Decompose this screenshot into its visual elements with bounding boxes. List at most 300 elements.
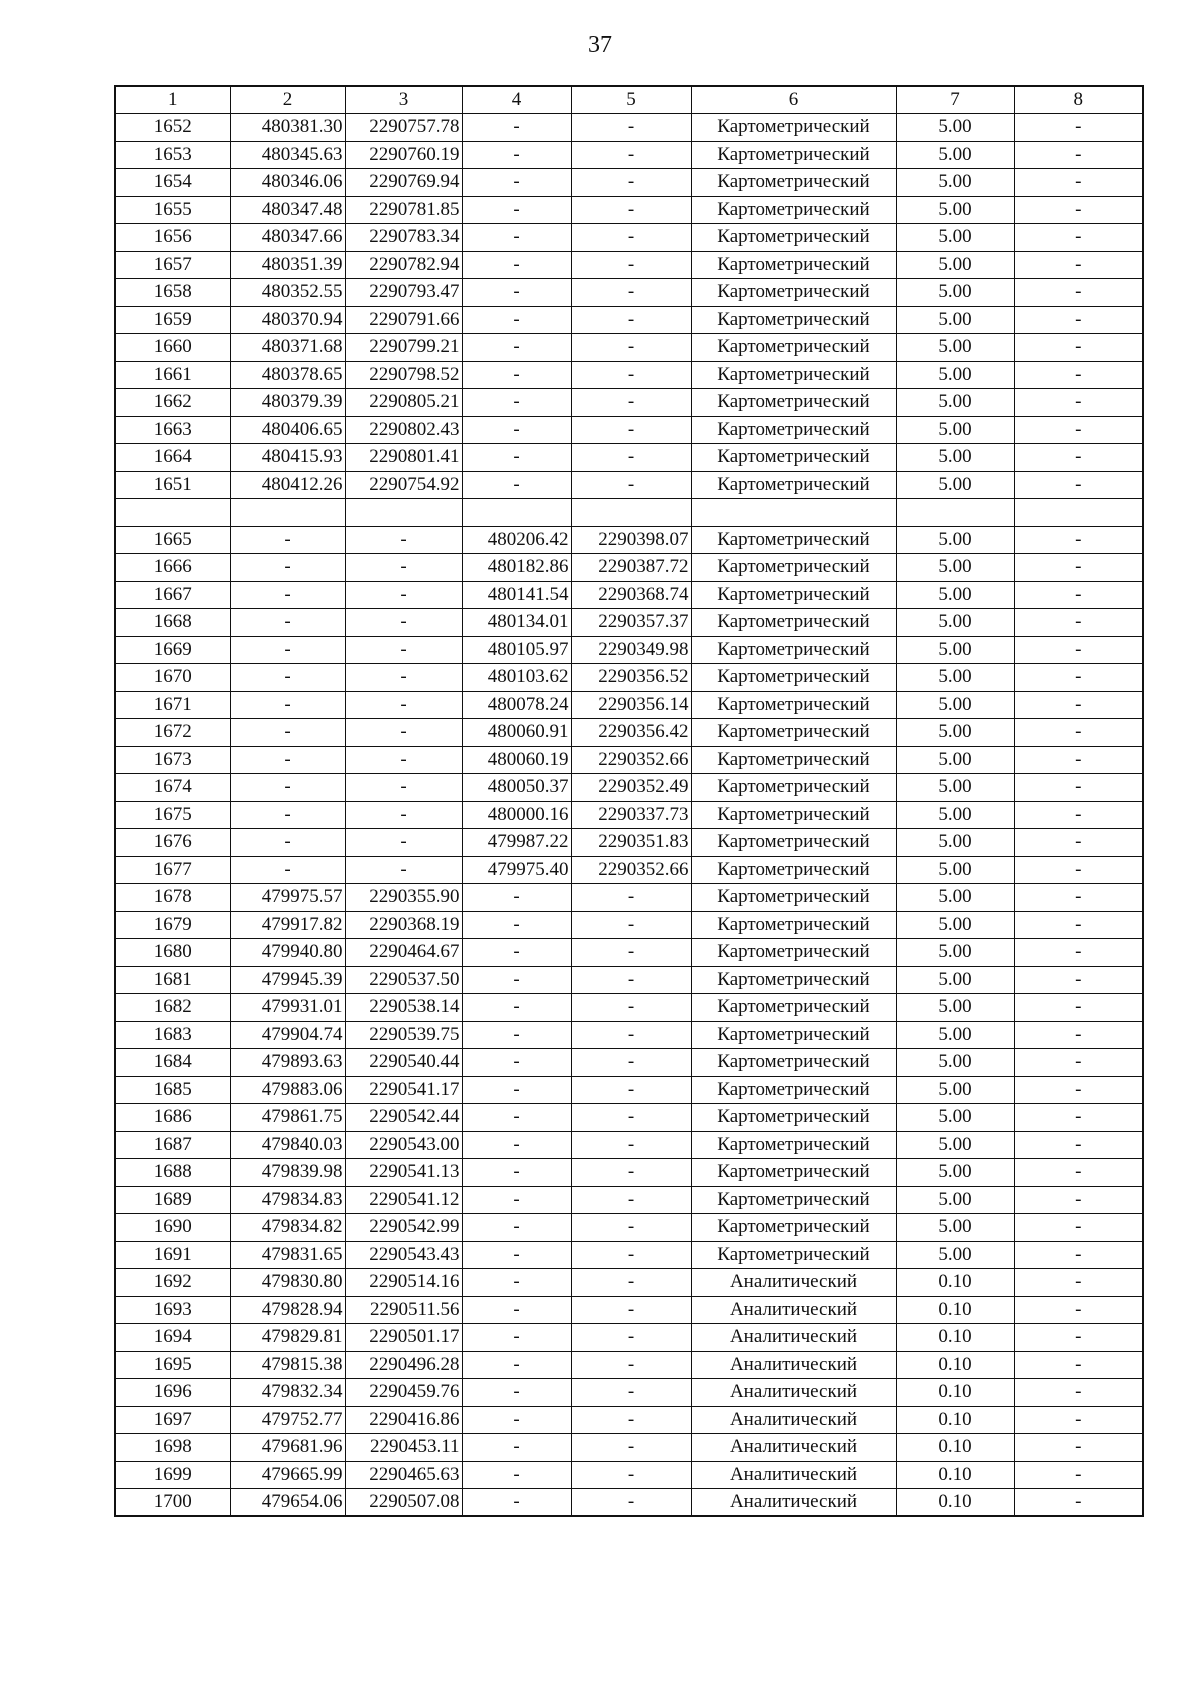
table-row: [115, 224, 1143, 252]
table-cell-col-8: -: [1014, 691, 1143, 719]
table-cell-col-6: Картометрический: [691, 966, 896, 994]
table-cell-col-3: 2290464.67: [345, 939, 462, 967]
table-cell-col-8: -: [1014, 856, 1143, 884]
table-cell-col-3: 2290416.86: [345, 1406, 462, 1434]
table-cell-col-2: -: [230, 664, 345, 692]
table-row: [115, 1241, 1143, 1269]
table-cell-col-6: Картометрический: [691, 196, 896, 224]
table-cell-col-5: -: [571, 279, 691, 307]
table-cell-col-8: -: [1014, 1186, 1143, 1214]
table-cell-col-5: -: [571, 416, 691, 444]
table-cell-col-8: -: [1014, 141, 1143, 169]
table-cell-col-6: Картометрический: [691, 1214, 896, 1242]
table-cell-col-6: Картометрический: [691, 334, 896, 362]
table-cell-col-1: 1676: [115, 829, 230, 857]
table-cell-col-5: -: [571, 1351, 691, 1379]
table-row: [115, 746, 1143, 774]
table-cell-col-3: 2290538.14: [345, 994, 462, 1022]
table-cell-col-2: 480406.65: [230, 416, 345, 444]
table-cell-col-7: 0.10: [896, 1324, 1014, 1352]
table-cell-col-5: -: [571, 114, 691, 142]
table-cell-col-7: 5.00: [896, 664, 1014, 692]
table-cell-col-5: -: [571, 1324, 691, 1352]
table-cell-col-6: Картометрический: [691, 1241, 896, 1269]
table-cell-col-5: -: [571, 939, 691, 967]
table-cell-col-2: 479665.99: [230, 1461, 345, 1489]
table-cell-col-4: -: [462, 1324, 571, 1352]
table-cell-col-7: 5.00: [896, 884, 1014, 912]
table-cell-col-1: 1661: [115, 361, 230, 389]
table-row: [115, 279, 1143, 307]
table-cell-col-5: -: [571, 306, 691, 334]
table-cell-col-4: [462, 499, 571, 527]
table-cell-col-8: -: [1014, 911, 1143, 939]
table-cell-col-7: 5.00: [896, 279, 1014, 307]
table-cell-col-6: Аналитический: [691, 1269, 896, 1297]
table-cell-col-6: Картометрический: [691, 416, 896, 444]
table-cell-col-1: 1684: [115, 1049, 230, 1077]
table-cell-col-6: Картометрический: [691, 389, 896, 417]
table-cell-col-5: -: [571, 1406, 691, 1434]
table-cell-col-2: 480378.65: [230, 361, 345, 389]
table-row: [115, 251, 1143, 279]
coordinates-table: [114, 85, 1144, 1517]
table-cell-col-5: 2290357.37: [571, 609, 691, 637]
table-cell-col-6: Аналитический: [691, 1489, 896, 1517]
table-cell-col-3: 2290541.12: [345, 1186, 462, 1214]
table-row: [115, 1104, 1143, 1132]
table-cell-col-8: -: [1014, 251, 1143, 279]
table-cell-col-3: 2290791.66: [345, 306, 462, 334]
table-cell-col-7: 5.00: [896, 939, 1014, 967]
table-cell-col-2: 480351.39: [230, 251, 345, 279]
column-header-4: 4: [462, 86, 571, 114]
table-cell-col-7: 5.00: [896, 169, 1014, 197]
table-cell-col-7: 5.00: [896, 1131, 1014, 1159]
table-cell-col-2: 479839.98: [230, 1159, 345, 1187]
table-cell-col-5: -: [571, 1049, 691, 1077]
table-cell-col-1: 1651: [115, 471, 230, 499]
table-cell-col-1: 1679: [115, 911, 230, 939]
table-row: [115, 196, 1143, 224]
table-cell-col-6: Картометрический: [691, 691, 896, 719]
table-row: [115, 1489, 1143, 1517]
table-cell-col-8: -: [1014, 389, 1143, 417]
table-cell-col-8: -: [1014, 1076, 1143, 1104]
table-cell-col-8: -: [1014, 664, 1143, 692]
table-cell-col-3: 2290799.21: [345, 334, 462, 362]
table-cell-col-8: -: [1014, 1214, 1143, 1242]
table-cell-col-8: -: [1014, 416, 1143, 444]
table-cell-col-2: 479752.77: [230, 1406, 345, 1434]
table-row: [115, 334, 1143, 362]
table-cell-col-2: -: [230, 856, 345, 884]
table-cell-col-7: 5.00: [896, 774, 1014, 802]
table-cell-col-4: 480103.62: [462, 664, 571, 692]
table-cell-col-8: -: [1014, 1131, 1143, 1159]
table-cell-col-7: 5.00: [896, 251, 1014, 279]
table-cell-col-7: [896, 499, 1014, 527]
table-cell-col-5: -: [571, 169, 691, 197]
table-cell-col-4: -: [462, 1269, 571, 1297]
table-cell-col-7: 5.00: [896, 994, 1014, 1022]
table-cell-col-6: Картометрический: [691, 581, 896, 609]
table-cell-col-1: 1680: [115, 939, 230, 967]
table-header-row: [115, 86, 1143, 114]
table-cell-col-7: 0.10: [896, 1379, 1014, 1407]
table-cell-col-6: Картометрический: [691, 911, 896, 939]
table-cell-col-2: 480415.93: [230, 444, 345, 472]
table-row: [115, 1186, 1143, 1214]
table-cell-col-1: 1654: [115, 169, 230, 197]
table-cell-col-8: -: [1014, 196, 1143, 224]
table-cell-col-5: -: [571, 1131, 691, 1159]
table-cell-col-7: 5.00: [896, 471, 1014, 499]
table-cell-col-2: -: [230, 609, 345, 637]
table-cell-col-4: -: [462, 911, 571, 939]
table-cell-col-4: 480078.24: [462, 691, 571, 719]
table-cell-col-2: 480379.39: [230, 389, 345, 417]
table-cell-col-3: 2290783.34: [345, 224, 462, 252]
table-cell-col-7: 5.00: [896, 444, 1014, 472]
table-cell-col-8: -: [1014, 1324, 1143, 1352]
table-cell-col-2: 479830.80: [230, 1269, 345, 1297]
table-cell-col-4: -: [462, 361, 571, 389]
table-cell-col-8: -: [1014, 306, 1143, 334]
table-cell-col-2: 479840.03: [230, 1131, 345, 1159]
table-cell-col-8: -: [1014, 746, 1143, 774]
table-cell-col-5: -: [571, 196, 691, 224]
table-cell-col-2: -: [230, 719, 345, 747]
table-row: [115, 306, 1143, 334]
table-cell-col-4: -: [462, 1021, 571, 1049]
table-cell-col-1: 1694: [115, 1324, 230, 1352]
table-cell-col-7: 5.00: [896, 1214, 1014, 1242]
table-cell-col-8: -: [1014, 1379, 1143, 1407]
table-cell-col-1: 1686: [115, 1104, 230, 1132]
table-cell-col-5: 2290368.74: [571, 581, 691, 609]
table-cell-col-2: 479681.96: [230, 1434, 345, 1462]
table-cell-col-4: -: [462, 1049, 571, 1077]
table-row: [115, 1214, 1143, 1242]
table-row: [115, 966, 1143, 994]
table-row: [115, 526, 1143, 554]
table-cell-col-6: Картометрический: [691, 251, 896, 279]
table-row: [115, 361, 1143, 389]
table-cell-col-1: 1675: [115, 801, 230, 829]
table-cell-col-7: 5.00: [896, 306, 1014, 334]
table-row: [115, 1076, 1143, 1104]
table-cell-col-4: -: [462, 1379, 571, 1407]
table-cell-col-8: -: [1014, 1241, 1143, 1269]
table-cell-col-3: -: [345, 691, 462, 719]
table-cell-col-2: 480352.55: [230, 279, 345, 307]
table-cell-col-5: 2290351.83: [571, 829, 691, 857]
table-cell-col-3: 2290798.52: [345, 361, 462, 389]
table-cell-col-2: 479834.82: [230, 1214, 345, 1242]
table-cell-col-1: 1653: [115, 141, 230, 169]
table-cell-col-1: 1666: [115, 554, 230, 582]
table-cell-col-3: 2290540.44: [345, 1049, 462, 1077]
table-cell-col-2: -: [230, 746, 345, 774]
table-cell-col-1: 1677: [115, 856, 230, 884]
table-cell-col-2: 479917.82: [230, 911, 345, 939]
table-cell-col-4: -: [462, 334, 571, 362]
table-row: [115, 719, 1143, 747]
table-cell-col-8: -: [1014, 966, 1143, 994]
table-cell-col-5: -: [571, 334, 691, 362]
table-cell-col-8: -: [1014, 581, 1143, 609]
table-cell-col-2: -: [230, 801, 345, 829]
table-cell-col-8: -: [1014, 1269, 1143, 1297]
table-cell-col-8: -: [1014, 279, 1143, 307]
table-cell-col-5: 2290352.66: [571, 856, 691, 884]
table-cell-col-4: -: [462, 471, 571, 499]
table-row: [115, 554, 1143, 582]
table-cell-col-7: 0.10: [896, 1434, 1014, 1462]
table-cell-col-1: 1671: [115, 691, 230, 719]
table-cell-col-6: Картометрический: [691, 746, 896, 774]
table-cell-col-4: -: [462, 1104, 571, 1132]
table-row: [115, 1131, 1143, 1159]
table-cell-col-8: -: [1014, 1406, 1143, 1434]
table-cell-col-7: 5.00: [896, 829, 1014, 857]
table-cell-col-8: -: [1014, 609, 1143, 637]
column-header-3: 3: [345, 86, 462, 114]
table-cell-col-7: 5.00: [896, 389, 1014, 417]
table-cell-col-4: -: [462, 1406, 571, 1434]
table-cell-col-3: 2290782.94: [345, 251, 462, 279]
table-cell-col-4: -: [462, 1461, 571, 1489]
table-cell-col-6: Картометрический: [691, 609, 896, 637]
table-cell-col-6: Картометрический: [691, 471, 896, 499]
table-cell-col-2: 480412.26: [230, 471, 345, 499]
table-cell-col-7: 5.00: [896, 114, 1014, 142]
table-cell-col-7: 5.00: [896, 1021, 1014, 1049]
table-cell-col-8: -: [1014, 636, 1143, 664]
table-cell-col-4: -: [462, 1241, 571, 1269]
table-cell-col-3: -: [345, 774, 462, 802]
table-row: [115, 801, 1143, 829]
table-cell-col-3: 2290453.11: [345, 1434, 462, 1462]
table-cell-col-3: -: [345, 746, 462, 774]
table-cell-col-5: 2290349.98: [571, 636, 691, 664]
table-cell-col-7: 0.10: [896, 1351, 1014, 1379]
table-cell-col-7: 5.00: [896, 416, 1014, 444]
table-cell-col-8: -: [1014, 1021, 1143, 1049]
table-cell-col-5: [571, 499, 691, 527]
table-cell-col-2: 479815.38: [230, 1351, 345, 1379]
table-cell-col-4: -: [462, 196, 571, 224]
table-cell-col-3: 2290801.41: [345, 444, 462, 472]
table-cell-col-2: -: [230, 581, 345, 609]
table-cell-col-2: 479654.06: [230, 1489, 345, 1517]
table-cell-col-6: Аналитический: [691, 1379, 896, 1407]
table-cell-col-1: 1693: [115, 1296, 230, 1324]
table-cell-col-4: -: [462, 939, 571, 967]
table-cell-col-6: Картометрический: [691, 306, 896, 334]
table-cell-col-1: [115, 499, 230, 527]
table-cell-col-1: 1652: [115, 114, 230, 142]
table-cell-col-6: Картометрический: [691, 856, 896, 884]
table-row: [115, 609, 1143, 637]
table-cell-col-8: -: [1014, 334, 1143, 362]
table-cell-col-6: Картометрический: [691, 1076, 896, 1104]
table-cell-col-3: 2290805.21: [345, 389, 462, 417]
table-cell-col-3: 2290793.47: [345, 279, 462, 307]
table-row: [115, 1434, 1143, 1462]
table-cell-col-3: 2290754.92: [345, 471, 462, 499]
table-cell-col-6: Картометрический: [691, 774, 896, 802]
table-cell-col-1: 1665: [115, 526, 230, 554]
table-cell-col-5: 2290398.07: [571, 526, 691, 554]
table-cell-col-3: [345, 499, 462, 527]
table-cell-col-4: -: [462, 1186, 571, 1214]
table-cell-col-7: 5.00: [896, 911, 1014, 939]
table-cell-col-7: 5.00: [896, 609, 1014, 637]
table-cell-col-6: Аналитический: [691, 1434, 896, 1462]
table-body: [115, 114, 1143, 1517]
table-cell-col-8: -: [1014, 774, 1143, 802]
table-cell-col-1: 1667: [115, 581, 230, 609]
table-cell-col-6: Аналитический: [691, 1406, 896, 1434]
table-cell-col-7: 5.00: [896, 1186, 1014, 1214]
table-cell-col-6: Картометрический: [691, 444, 896, 472]
table-cell-col-7: 0.10: [896, 1489, 1014, 1517]
table-cell-col-7: 5.00: [896, 554, 1014, 582]
table-cell-col-7: 5.00: [896, 1076, 1014, 1104]
table-cell-col-3: 2290511.56: [345, 1296, 462, 1324]
table-cell-col-3: -: [345, 664, 462, 692]
page-number: 37: [588, 32, 612, 58]
table-cell-col-1: 1670: [115, 664, 230, 692]
table-cell-col-2: 480347.48: [230, 196, 345, 224]
table-cell-col-7: 5.00: [896, 966, 1014, 994]
table-cell-col-1: 1674: [115, 774, 230, 802]
table-cell-col-1: 1678: [115, 884, 230, 912]
table-cell-col-2: 479975.57: [230, 884, 345, 912]
table-cell-col-6: Картометрический: [691, 636, 896, 664]
table-cell-col-3: 2290507.08: [345, 1489, 462, 1517]
table-cell-col-2: 480346.06: [230, 169, 345, 197]
table-cell-col-1: 1664: [115, 444, 230, 472]
table-cell-col-6: Картометрический: [691, 224, 896, 252]
table-cell-col-8: -: [1014, 1461, 1143, 1489]
table-cell-col-1: 1673: [115, 746, 230, 774]
table-cell-col-4: 480134.01: [462, 609, 571, 637]
table-row: [115, 141, 1143, 169]
table-cell-col-3: 2290355.90: [345, 884, 462, 912]
table-cell-col-2: 479940.80: [230, 939, 345, 967]
table-cell-col-6: Аналитический: [691, 1296, 896, 1324]
table-cell-col-8: -: [1014, 829, 1143, 857]
table-cell-col-1: 1658: [115, 279, 230, 307]
table-row: [115, 499, 1143, 527]
table-cell-col-6: Аналитический: [691, 1324, 896, 1352]
table-cell-col-5: -: [571, 1076, 691, 1104]
table-cell-col-7: 5.00: [896, 691, 1014, 719]
table-cell-col-7: 5.00: [896, 1049, 1014, 1077]
table-cell-col-5: -: [571, 224, 691, 252]
table-cell-col-4: -: [462, 114, 571, 142]
table-cell-col-5: -: [571, 1269, 691, 1297]
table-cell-col-5: -: [571, 1214, 691, 1242]
table-row: [115, 856, 1143, 884]
table-row: [115, 1159, 1143, 1187]
table-cell-col-7: 5.00: [896, 636, 1014, 664]
column-header-5: 5: [571, 86, 691, 114]
table-cell-col-5: -: [571, 1241, 691, 1269]
table-cell-col-1: 1695: [115, 1351, 230, 1379]
table-cell-col-4: -: [462, 1296, 571, 1324]
table-row: [115, 444, 1143, 472]
table-cell-col-5: -: [571, 884, 691, 912]
table-cell-col-1: 1697: [115, 1406, 230, 1434]
table-cell-col-3: 2290760.19: [345, 141, 462, 169]
table-cell-col-6: Картометрический: [691, 361, 896, 389]
table-row: [115, 774, 1143, 802]
table-cell-col-8: -: [1014, 1104, 1143, 1132]
column-header-8: 8: [1014, 86, 1143, 114]
table-cell-col-3: 2290541.17: [345, 1076, 462, 1104]
table-cell-col-7: 5.00: [896, 196, 1014, 224]
table-cell-col-3: 2290539.75: [345, 1021, 462, 1049]
table-cell-col-8: [1014, 499, 1143, 527]
table-cell-col-2: 479861.75: [230, 1104, 345, 1132]
table-cell-col-5: -: [571, 389, 691, 417]
table-cell-col-4: -: [462, 279, 571, 307]
table-cell-col-3: -: [345, 526, 462, 554]
table-cell-col-6: Картометрический: [691, 526, 896, 554]
table-cell-col-6: Картометрический: [691, 1186, 896, 1214]
table-cell-col-4: 480182.86: [462, 554, 571, 582]
table-cell-col-4: -: [462, 1159, 571, 1187]
table-cell-col-2: 480371.68: [230, 334, 345, 362]
table-cell-col-2: 480381.30: [230, 114, 345, 142]
table-cell-col-6: Картометрический: [691, 719, 896, 747]
table-cell-col-3: 2290769.94: [345, 169, 462, 197]
table-cell-col-2: 479828.94: [230, 1296, 345, 1324]
table-cell-col-1: 1683: [115, 1021, 230, 1049]
table-row: [115, 994, 1143, 1022]
table-cell-col-5: -: [571, 1379, 691, 1407]
table-row: [115, 636, 1143, 664]
table-cell-col-2: -: [230, 636, 345, 664]
table-row: [115, 1461, 1143, 1489]
table-cell-col-5: -: [571, 911, 691, 939]
table-cell-col-1: 1688: [115, 1159, 230, 1187]
table-cell-col-8: -: [1014, 224, 1143, 252]
table-cell-col-3: 2290496.28: [345, 1351, 462, 1379]
table-cell-col-7: 5.00: [896, 141, 1014, 169]
table-cell-col-8: -: [1014, 939, 1143, 967]
table-cell-col-3: 2290465.63: [345, 1461, 462, 1489]
table-cell-col-6: Картометрический: [691, 994, 896, 1022]
table-cell-col-6: Картометрический: [691, 1159, 896, 1187]
table-row: [115, 1269, 1143, 1297]
table-cell-col-3: 2290541.13: [345, 1159, 462, 1187]
table-row: [115, 1351, 1143, 1379]
table-cell-col-5: 2290337.73: [571, 801, 691, 829]
table-cell-col-8: -: [1014, 1049, 1143, 1077]
table-cell-col-5: -: [571, 1159, 691, 1187]
table-cell-col-4: -: [462, 1489, 571, 1517]
table-cell-col-1: 1698: [115, 1434, 230, 1462]
table-cell-col-5: 2290352.49: [571, 774, 691, 802]
table-cell-col-4: 480141.54: [462, 581, 571, 609]
table-cell-col-4: 480060.19: [462, 746, 571, 774]
table-cell-col-4: 479987.22: [462, 829, 571, 857]
